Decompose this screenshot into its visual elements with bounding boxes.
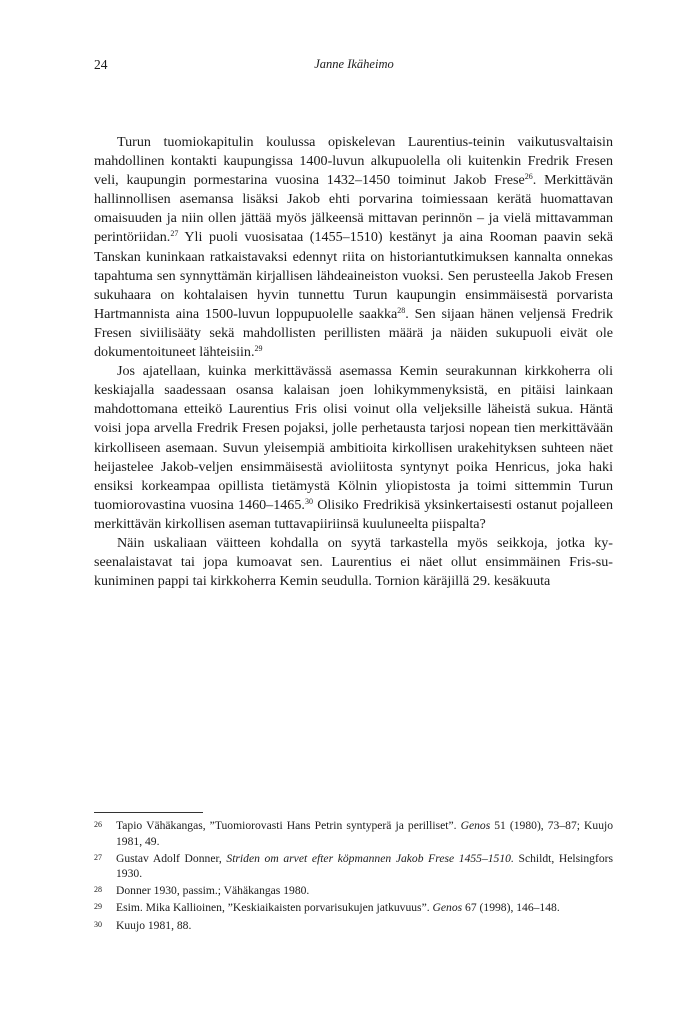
footnote-ref-28[interactable]: 28 — [397, 305, 406, 315]
footnotes — [94, 818, 613, 935]
footnote-text: Esim. Mika Kallioinen, ”Keskiaikaisten porvarisukujen jatkuvuus”. — [116, 901, 433, 915]
footnote-text-end: Schildt, Helsingfors 1930. — [116, 851, 613, 881]
p2-sentence-1: Jos ajatellaan, kuinka merkittävässä asemassa Kemin seurakunnan kirkkoherra oli keskiajalla saadessaan osansa kalaisan joen lohikymmenyksistä, en pitäisi lainkaan mahdottomana etteikö Laurentius Fris olisi voinut olla veljeksille läheistä sukua. Häntä voisi jopa arvella Fredrik Fresen pojaksi, jolle perhetausta tarjosi nopean tien merkittävään kirkolliseen asemaan. Suvun yleisempiä ambitioita kirkollisen urakehityksen suhteen näet heijastelee Jakob-veljen ensimmäisestä avioliitosta syntynyt poika Henricus, joka haki ensiksi korkeampaa opillista tietämystä Kölnin yliopistosta ja toimi sittemmin Turun tuomiorovastina vuosina 1460–1465. — [94, 363, 613, 513]
footnote-text: Donner 1930, passim.; Vähäkangas 1980. — [116, 884, 310, 898]
page-number: 24 — [94, 57, 108, 72]
paragraph-2 — [94, 362, 613, 534]
footnote-text-end: 51 (1980), 73–87; Kuujo 1981, 49. — [116, 819, 614, 848]
footnote-italic: Genos — [432, 901, 463, 915]
footnote-number: 26 — [94, 820, 102, 829]
footnote-30 — [94, 918, 613, 934]
p1-sentence-1: Turun tuomiokapitulin koulussa opiskelevan Laurentius-teinin vaikutusvaltaisin mahdollinen kontakti kaupungissa 1400-luvun alkupuolella oli kuitenkin Fredrik Fresen veli, kaupungin pormestarina vuosina 1432–1450 toiminut Jakob Frese — [94, 134, 613, 189]
p1-sentence-4: . Sen sijaan hänen veljensä Fredrik Fresen siviilisääty sekä mahdollisten perillisten määrä ja näiden sukupuoli eivät ole dokumentoituneet lähteisiin. — [94, 305, 613, 361]
p1-sentence-2: . Merkittävän hallinnollisen asemansa lisäksi Jakob ehti porvarina toimiessaan kerätä huomattavan omaisuuden ja niin ollen jättää myös jälkeensä mittavan perinnön – ja vielä mittavamman perintöriidan. — [94, 172, 613, 246]
footnote-ref-27[interactable]: 27 — [170, 229, 179, 239]
footnote-separator — [94, 812, 203, 813]
footnote-text: Gustav Adolf Donner, — [116, 851, 227, 865]
footnote-text: Kuujo 1981, 88. — [116, 918, 192, 932]
footnote-number: 27 — [94, 852, 102, 862]
paragraph-1 — [94, 133, 613, 362]
p2-sentence-2: Olisiko Fredrikisä yksinkertaisesti ostanut pojalleen merkittävän kirkollisen aseman tuttavapiiriinsä kuuluneelta piispalta? — [94, 496, 613, 532]
footnote-italic: Striden om arvet efter köpmannen Jakob Frese 1455–1510. — [226, 851, 514, 865]
footnote-italic: Genos — [460, 819, 491, 832]
footnote-text: Tapio Vähäkangas, ”Tuomiorovasti Hans Petrin syntyperä ja perilliset”. — [116, 819, 461, 832]
footnote-ref-30[interactable]: 30 — [304, 496, 313, 506]
footnote-ref-29[interactable]: 29 — [254, 344, 263, 354]
footnote-28 — [94, 883, 613, 899]
running-head-author: Janne Ikäheimo — [314, 57, 394, 71]
footnote-27 — [94, 851, 613, 882]
footnote-number: 30 — [94, 919, 102, 929]
p1-sentence-3: Yli puoli vuosisataa (1455–1510) kestänyt ja aina Rooman paavin sekä Tanskan kuninkaan ratkaistavaksi edennyt riita on historiantutkimuksen kannalta onnekas tapahtuma sen synnyttämän kirjallisen lähdeaineiston vuoksi. Sen perusteella Jakob Fresen sukuhaara on kohtalaisen hyvin tunnettu Turun kaupungin ensimmäisestä porvarista Hartmannista aina 1500-luvun loppupuolelle saakka — [94, 229, 613, 322]
page-header — [94, 57, 614, 73]
footnote-number: 29 — [94, 902, 102, 912]
body-text — [94, 133, 613, 591]
footnote-29 — [94, 900, 613, 916]
footnote-text-end: 67 (1998), 146–148. — [462, 901, 560, 915]
paragraph-3 — [94, 534, 613, 591]
p3-sentence-1: Näin uskaliaan väitteen kohdalla on syytä tarkastella myös seikkoja, jotka kyseenalaistavat tai jopa kumoavat sen. Laurentius ei näet ollut ensimmäinen Fris-sukuniminen pappi tai kirkkoherra Kemin seudulla. Tornion käräjillä 29. kesäkuuta — [94, 534, 613, 590]
footnote-number: 28 — [94, 885, 102, 895]
footnote-26 — [94, 818, 613, 849]
footnote-ref-26[interactable]: 26 — [524, 172, 533, 182]
